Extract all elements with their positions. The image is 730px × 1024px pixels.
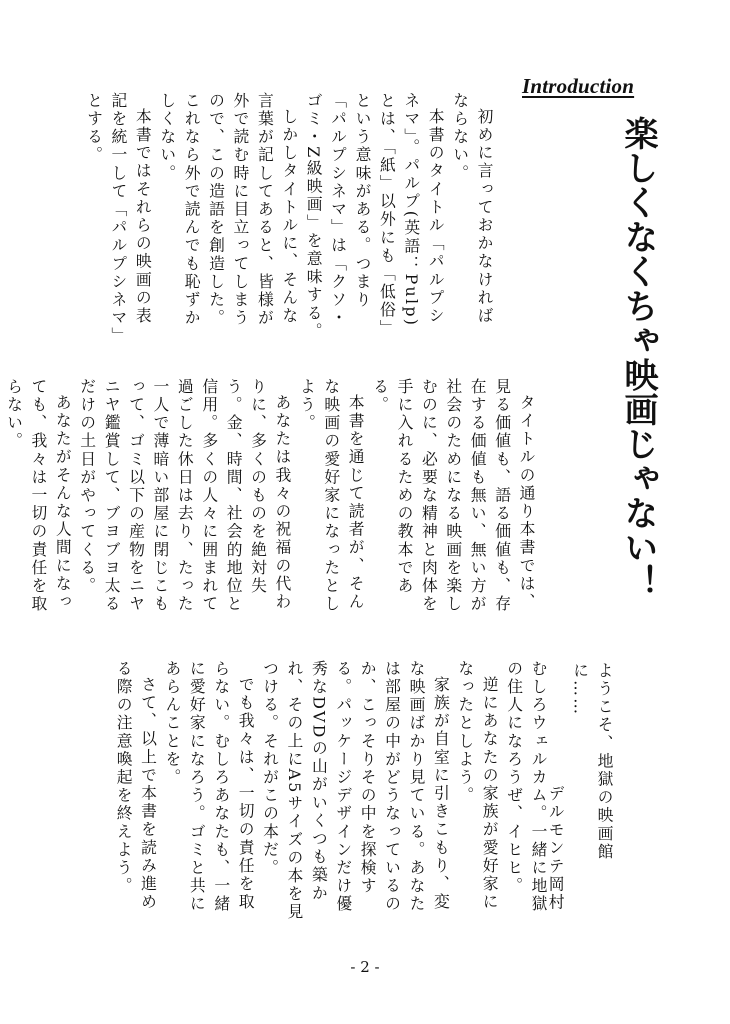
paragraph: あなたは我々の祝福の代わりに、多くのものを絶対失う。金、時間、社会的地位と信用。多くの人々に囲まれて過ごした休日は去り、たった一人で薄暗い部屋に閉じこもって、ゴミ以下の産物をニヤニヤ鑑賞して、ブヨブヨ太るだけの土日がやってくる。 <box>77 378 292 614</box>
text-block-middle <box>4 378 538 626</box>
paragraph: 家族が自室に引きこもり、変な映画ばかり見ている。あなたは部屋の中がどうなっているのか、こっそりその中を探検する。パッケージデザインだけ優秀なDVDの山がいくつも築かれ、その上にA5サイズの本を見つける。それがこの本だ。 <box>260 660 451 922</box>
paragraph: しかしタイトルに、そんな言葉が記してあると、皆様が外で読む時に目立ってしまうので、この造語を創造した。これなら外で読んでも恥ずかしくない。 <box>157 92 299 328</box>
paragraph: 本書ではそれらの映画の表記を統一して「パルプシネマ」とする。 <box>84 92 153 338</box>
section-heading: Introduction <box>522 74 635 98</box>
paragraph: 初めに言っておかなければならない。 <box>450 92 494 325</box>
text-block-top <box>84 92 496 342</box>
text-block-bottom <box>114 660 550 922</box>
signature-name: デルモンテ岡村 <box>546 785 566 912</box>
paragraph: あなたがそんな人間になっても、我々は一切の責任を取らない。 <box>4 378 73 614</box>
signature <box>546 662 616 912</box>
paragraph: 本書を通じて読者が、そんな映画の愛好家になったとしよう。 <box>297 378 366 614</box>
paragraph: タイトルの通り本書では、見る価値も、語る価値も、存在する価値も無い、無い方が社会のためになる映画を楽しむのに、必要な精神と肉体を手に入れるための教本である。 <box>370 378 536 614</box>
paragraph: 逆にあなたの家族が愛好家になったとしよう。 <box>455 660 500 912</box>
signature-greeting: ようこそ、地獄の映画館に…… <box>570 662 614 862</box>
paragraph: でも我々は、一切の責任を取らない。むしろあなたも、一緒に愛好家になろう。ゴミと共にあらんことを。 <box>162 660 256 914</box>
paragraph: むしろウェルカム。一緒に地獄の住人になろうぜ、イヒヒ。 <box>504 660 548 914</box>
paragraph: 本書のタイトル「パルプシネマ」。パルプ(英語：Pulp)とは、「紙」以外にも「低俗」という意味がある。つまり「パルプシネマ」は「クソ・ゴミ・Z級映画」を意味する。 <box>304 92 446 341</box>
page-number: - 2 - <box>350 958 380 976</box>
paragraph: さて、以上で本書を読み進める際の注意喚起を終えよう。 <box>114 660 158 912</box>
page-title: 楽しくなくちゃ映画じゃない！ <box>618 116 658 599</box>
